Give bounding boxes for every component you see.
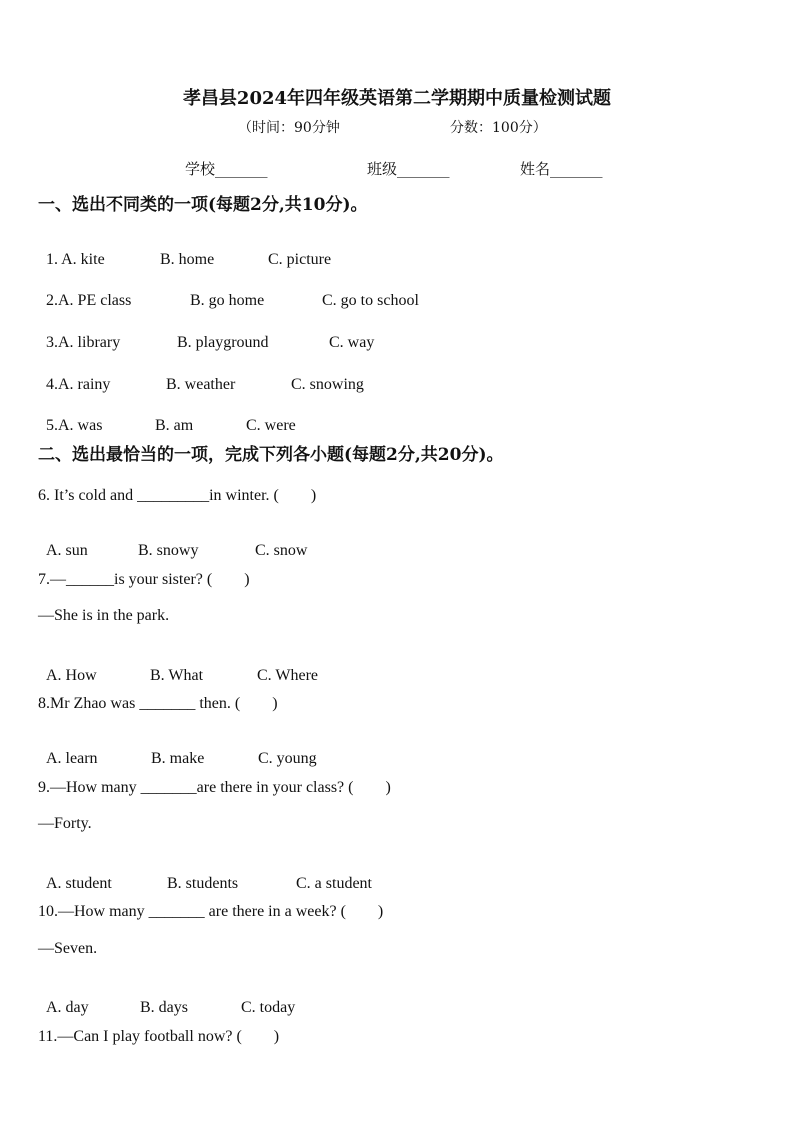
question-3 bbox=[38, 316, 374, 352]
q2-option-b: B. go home bbox=[190, 292, 265, 309]
q6-option-b: B. snowy bbox=[138, 542, 199, 559]
question-7-answer: —She is in the park. bbox=[38, 607, 170, 624]
q10-option-c: C. today bbox=[241, 999, 296, 1016]
exam-title: 孝昌县2024年四年级英语第二学期期中质量检测试题 bbox=[182, 88, 612, 109]
q7-option-b: B. What bbox=[150, 667, 204, 684]
question-2 bbox=[38, 274, 419, 310]
q8-option-c: C. young bbox=[258, 750, 317, 767]
q4-option-a: 4.A. rainy bbox=[46, 376, 111, 393]
q7-option-c: C. Where bbox=[257, 667, 319, 684]
question-6-options bbox=[38, 524, 307, 560]
class-field[interactable]: 班级_______ bbox=[367, 160, 450, 178]
question-9-stem: 9.—How many _______are there in your class? ( ) bbox=[38, 779, 391, 796]
q10-option-b: B. days bbox=[140, 999, 188, 1016]
question-6-stem: 6. It’s cold and _________in winter. ( ) bbox=[38, 487, 317, 504]
exam-score: 分数：100分） bbox=[450, 120, 547, 136]
q9-option-a: A. student bbox=[46, 875, 112, 892]
question-4 bbox=[38, 358, 364, 394]
q3-option-a: 3.A. library bbox=[46, 334, 121, 351]
name-field[interactable]: 姓名_______ bbox=[520, 160, 603, 178]
q8-option-b: B. make bbox=[151, 750, 205, 767]
question-9-answer: —Forty. bbox=[38, 815, 92, 832]
question-9-options bbox=[38, 857, 372, 893]
section1-heading: 一、选出不同类的一项(每题2分,共10分)。 bbox=[38, 195, 368, 215]
question-1 bbox=[38, 233, 331, 269]
question-10-options bbox=[38, 981, 295, 1017]
question-10-answer: —Seven. bbox=[38, 940, 98, 957]
question-5 bbox=[38, 399, 296, 435]
question-7-options bbox=[38, 649, 318, 685]
q6-option-c: C. snow bbox=[255, 542, 308, 559]
q9-option-b: B. students bbox=[167, 875, 239, 892]
q5-option-a: 5.A. was bbox=[46, 417, 103, 434]
school-field[interactable]: 学校_______ bbox=[185, 160, 268, 178]
q4-option-c: C. snowing bbox=[291, 376, 364, 393]
q1-option-b: B. home bbox=[160, 251, 215, 268]
q2-option-c: C. go to school bbox=[322, 292, 419, 309]
q5-option-b: B. am bbox=[155, 417, 194, 434]
q3-option-c: C. way bbox=[329, 334, 375, 351]
q10-option-a: A. day bbox=[46, 999, 89, 1016]
q7-option-a: A. How bbox=[46, 667, 97, 684]
q1-option-a: 1. A. kite bbox=[46, 251, 105, 268]
exam-time: （时间：90分钟 bbox=[238, 120, 340, 136]
question-11-stem: 11.—Can I play football now? ( ) bbox=[38, 1028, 280, 1045]
question-7-stem: 7.—______is your sister? ( ) bbox=[38, 571, 250, 588]
q1-option-c: C. picture bbox=[268, 251, 332, 268]
q2-option-a: 2.A. PE class bbox=[46, 292, 132, 309]
q3-option-b: B. playground bbox=[177, 334, 269, 351]
q4-option-b: B. weather bbox=[166, 376, 236, 393]
q5-option-c: C. were bbox=[246, 417, 296, 434]
question-8-options bbox=[38, 732, 317, 768]
question-10-stem: 10.—How many _______ are there in a week? ( ) bbox=[38, 903, 384, 920]
q6-option-a: A. sun bbox=[46, 542, 88, 559]
q8-option-a: A. learn bbox=[46, 750, 98, 767]
q9-option-c: C. a student bbox=[296, 875, 372, 892]
section2-heading: 二、选出最恰当的一项，完成下列各小题(每题2分,共20分)。 bbox=[38, 445, 504, 465]
question-8-stem: 8.Mr Zhao was _______ then. ( ) bbox=[38, 695, 278, 712]
